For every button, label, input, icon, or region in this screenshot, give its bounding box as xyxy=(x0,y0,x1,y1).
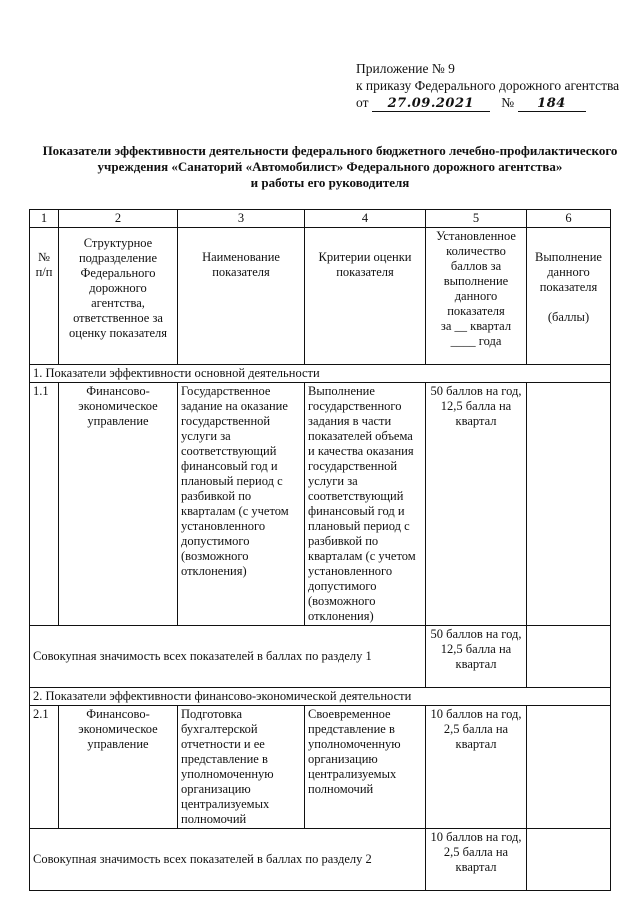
header-division: Структурное подразделение Федерального дорожного агентства, ответственное за оценку показателя xyxy=(59,228,178,365)
title-line-2: учреждения «Санаторий «Автомобилист» Федерального дорожного агентства» xyxy=(97,159,563,174)
col-number-6: 6 xyxy=(527,210,611,228)
header-points-year: ____ года xyxy=(450,334,502,348)
document-title xyxy=(30,143,630,191)
header-result-unit: (баллы) xyxy=(547,310,590,324)
header-points xyxy=(426,228,527,365)
section-2-total-row xyxy=(30,829,611,891)
table-row xyxy=(30,706,611,829)
col-number-1: 1 xyxy=(30,210,59,228)
section-1-title: 1. Показатели эффективности основной деятельности xyxy=(30,365,611,383)
row-points: 50 баллов на год, 12,5 балла на квартал xyxy=(426,383,527,626)
indicators-table xyxy=(29,209,611,891)
row-criteria: Выполнение государственного задания в части показателей объема и качества оказания государственной услуги за соответствующий финансовый год и плановый период с разбивкой по кварталам (с учетом установленного допустимого (возможного отклонения) xyxy=(305,383,426,626)
section-1-total-result xyxy=(527,626,611,688)
section-1-total-label: Совокупная значимость всех показателей в баллах по разделу 1 xyxy=(30,626,426,688)
title-line-1: Показатели эффективности деятельности федерального бюджетного лечебно-профилактического xyxy=(42,143,618,158)
handwritten-date: 27.09.2021 xyxy=(372,97,490,112)
date-prefix: от xyxy=(356,95,369,110)
section-2-total-points: 10 баллов на год, 2,5 балла на квартал xyxy=(426,829,527,891)
section-1-total-points: 50 баллов на год, 12,5 балла на квартал xyxy=(426,626,527,688)
appendix-title: Приложение № 9 xyxy=(356,61,455,76)
section-1-row xyxy=(30,365,611,383)
section-2-title: 2. Показатели эффективности финансово-экономической деятельности xyxy=(30,688,611,706)
handwritten-number: 184 xyxy=(518,97,586,112)
col-number-2: 2 xyxy=(59,210,178,228)
col-number-5: 5 xyxy=(426,210,527,228)
row-indicator: Подготовка бухгалтерской отчетности и ее представление в уполномоченную организацию централизуемых полномочий xyxy=(178,706,305,829)
appendix-order-ref: к приказу Федерального дорожного агентства xyxy=(356,78,620,93)
row-points: 10 баллов на год, 2,5 балла на квартал xyxy=(426,706,527,829)
number-prefix: № xyxy=(501,95,515,110)
row-number: 2.1 xyxy=(30,706,59,829)
appendix-block xyxy=(356,60,619,112)
row-number: 1.1 xyxy=(30,383,59,626)
header-criteria: Критерии оценки показателя xyxy=(305,228,426,365)
header-result-text: Выполнение данного показателя xyxy=(535,250,602,294)
column-number-row xyxy=(30,210,611,228)
section-2-row xyxy=(30,688,611,706)
row-criteria: Своевременное представление в уполномоченную организацию централизуемых полномочий xyxy=(305,706,426,829)
appendix-date-number-line xyxy=(356,94,619,112)
row-division: Финансово-экономическое управление xyxy=(59,706,178,829)
table-row xyxy=(30,383,611,626)
section-2-total-result xyxy=(527,829,611,891)
row-division: Финансово-экономическое управление xyxy=(59,383,178,626)
header-number: № п/п xyxy=(30,228,59,365)
header-result xyxy=(527,228,611,365)
row-indicator: Государственное задание на оказание государственной услуги за соответствующий финансовый год и плановый период с разбивкой по кварталам (с учетом установленного допустимого (возможного отклонения) xyxy=(178,383,305,626)
header-indicator: Наименование показателя xyxy=(178,228,305,365)
header-points-text: Установленное количество баллов за выполнение данного показателя xyxy=(436,229,516,318)
header-points-quarter: за __ квартал xyxy=(440,319,512,333)
row-result xyxy=(527,383,611,626)
section-2-total-label: Совокупная значимость всех показателей в баллах по разделу 2 xyxy=(30,829,426,891)
section-1-total-row xyxy=(30,626,611,688)
title-line-3: и работы его руководителя xyxy=(250,175,410,190)
row-result xyxy=(527,706,611,829)
col-number-3: 3 xyxy=(178,210,305,228)
header-row xyxy=(30,228,611,365)
col-number-4: 4 xyxy=(305,210,426,228)
